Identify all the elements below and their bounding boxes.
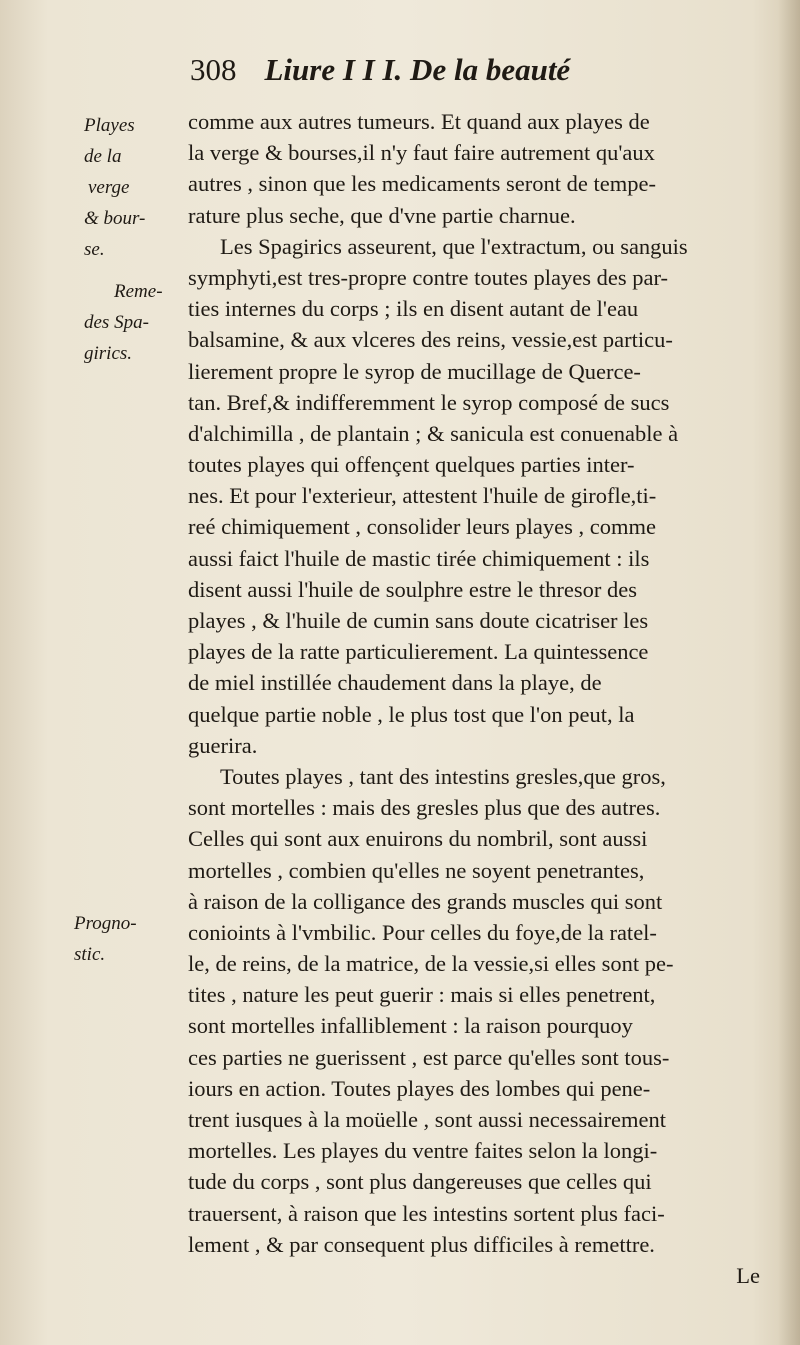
text-line: quelque partie noble , le plus tost que l'on peut, la xyxy=(188,701,635,727)
page-number: 308 xyxy=(190,52,237,87)
text-line: symphyti,est tres-propre contre toutes playes des par- xyxy=(188,264,669,290)
text-line: lierement propre le syrop de mucillage de Querce- xyxy=(188,358,641,384)
text-line: mortelles. Les playes du ventre faites selon la longi- xyxy=(188,1138,658,1164)
margin-note-line: girics. xyxy=(84,343,133,364)
text-line: Celles qui sont aux enuirons du nombril, sont aussi xyxy=(188,826,648,852)
text-line: balsamine, & aux vlceres des reins, vessie,est particu- xyxy=(188,327,673,353)
text-line: Les Spagirics asseurent, que l'extractum, ou sanguis xyxy=(220,233,688,259)
running-head xyxy=(190,52,750,88)
text-line: tan. Bref,& indifferemment le syrop composé de sucs xyxy=(188,389,670,415)
margin-note-line: stic. xyxy=(74,944,106,965)
text-line: trent iusques à la moüelle , sont aussi necessairement xyxy=(188,1107,666,1132)
text-line: la verge & bourses,il n'y faut faire autrement qu'aux xyxy=(188,140,655,166)
text-line: comme aux autres tumeurs. Et quand aux playes de xyxy=(188,109,650,134)
text-line: toutes playes qui offençent quelques parties inter- xyxy=(188,452,635,478)
text-line: Toutes playes , tant des intestins gresles,que gros, xyxy=(220,763,666,789)
text-line: guerira. xyxy=(188,732,258,758)
text-line: lement , & par consequent plus difficiles à remettre. xyxy=(188,1231,655,1257)
margin-note-line: se. xyxy=(84,239,105,260)
margin-note-line: Reme- xyxy=(114,281,163,302)
text-line: sont mortelles infalliblement : la raison pourquoy xyxy=(188,1013,633,1039)
text-line: trauersent, à raison que les intestins sortent plus faci- xyxy=(188,1200,665,1226)
text-line: nes. Et pour l'exterieur, attestent l'huile de girofle,ti- xyxy=(188,483,657,509)
text-line: playes de la ratte particulierement. La quintessence xyxy=(188,639,649,665)
text-line: conioints à l'vmbilic. Pour celles du foye,de la ratel- xyxy=(188,919,657,945)
margin-note-line: des Spa- xyxy=(84,312,149,333)
text-line: de miel instillée chaudement dans la playe, de xyxy=(188,670,602,696)
margin-note-line: & bour- xyxy=(84,208,146,229)
margin-note-line: de la xyxy=(84,146,122,167)
text-line: tude du corps , sont plus dangereuses que celles qui xyxy=(188,1169,652,1195)
text-line: reé chimiquement , consolider leurs playes , comme xyxy=(188,514,656,540)
text-line: d'alchimilla , de plantain ; & sanicula est conuenable à xyxy=(188,420,679,446)
margin-note-line: Playes xyxy=(84,115,135,136)
margin-note-line: verge xyxy=(88,177,130,198)
text-line: ties internes du corps ; ils en disent autant de l'eau xyxy=(188,296,639,322)
running-title: Liure I I I. De la beauté xyxy=(264,52,571,87)
text-line: mortelles , combien qu'elles ne soyent penetrantes, xyxy=(188,857,645,883)
text-line: iours en action. Toutes playes des lombes qui pene- xyxy=(188,1075,651,1101)
text-line: aussi faict l'huile de mastic tirée chimiquement : ils xyxy=(188,545,650,571)
catchword: Le xyxy=(736,1262,760,1288)
text-line: playes , & l'huile de cumin sans doute cicatriser les xyxy=(188,608,649,633)
body-text xyxy=(170,106,790,1291)
text-line: autres , sinon que les medicaments seront de tempe- xyxy=(188,171,656,197)
text-line: tites , nature les peut guerir : mais si elles penetrent, xyxy=(188,982,656,1008)
margin-note-line: Progno- xyxy=(74,913,137,934)
text-line: disent aussi l'huile de soulphre estre le thresor des xyxy=(188,576,637,602)
text-line: sont mortelles : mais des gresles plus que des autres. xyxy=(188,795,661,821)
text-line: ces parties ne guerissent , est parce qu'elles sont tous- xyxy=(188,1044,670,1070)
text-line: le, de reins, de la matrice, de la vessie,si elles sont pe- xyxy=(188,951,674,977)
text-line: rature plus seche, que d'vne partie charnue. xyxy=(188,202,576,228)
text-line: à raison de la colligance des grands muscles qui sont xyxy=(188,888,663,914)
